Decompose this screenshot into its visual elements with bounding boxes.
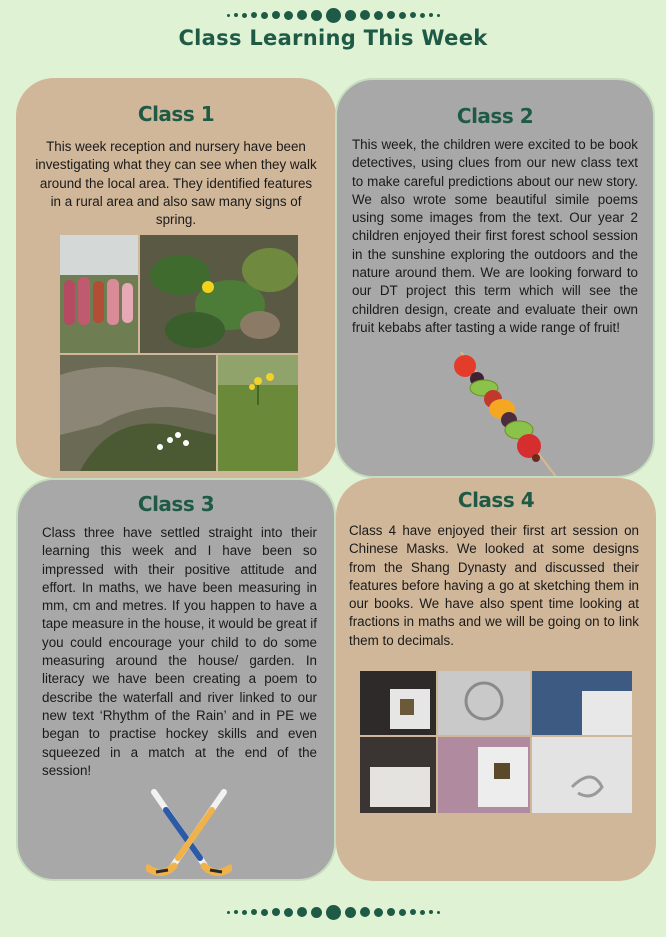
celandine-flowers-photo — [140, 235, 298, 353]
class-4-photo-collage — [360, 671, 632, 813]
page-title: Class Learning This Week — [178, 26, 488, 50]
class-2-panel — [335, 78, 655, 478]
class-1-title: Class 1 — [137, 102, 215, 126]
class-1-photo-collage — [60, 235, 298, 471]
mask-sketch-photo-6 — [532, 737, 632, 813]
class-1-text: This week reception and nursery have been investigating what they can see when they walk around the local area. They identified features in a rural area and also saw many signs of spring. — [35, 139, 317, 228]
snowdrops-tree-roots-photo — [60, 355, 216, 471]
class-4-title: Class 4 — [457, 488, 535, 512]
bottom-dot-divider — [0, 902, 666, 922]
children-outdoors-photo — [60, 235, 138, 353]
mask-sketch-photo-3 — [532, 671, 632, 735]
class-4-text: Class 4 have enjoyed their first art session on Chinese Masks. We looked at some designs from the Shang Dynasty and discussed their features before having a go at sketching them in our books. We have also spent time looking at fractions in maths and we will be going on to link them to decimals. — [349, 523, 639, 648]
class-3-panel — [16, 478, 336, 881]
hockey-sticks-image — [146, 786, 232, 880]
top-dot-divider — [0, 5, 666, 25]
mask-sketch-photo-4 — [360, 737, 436, 813]
class-2-text: This week, the children were excited to be book detectives, using clues from our new class text to make careful predictions about our new story. We also wrote some beautiful simile poems using some images from the text. Our year 2 children enjoyed their first forest school session in the sunshine exploring the outdoors and the nature around them. We are looking forward to our DT project this term which will see the children design, create and evaluate their own fruit kebabs after tasting a wide range of fruit! — [352, 137, 638, 335]
class-4-panel — [336, 478, 656, 881]
daffodils-photo — [218, 355, 298, 471]
fruit-kebab-image — [449, 352, 569, 478]
mask-sketch-photo-1 — [360, 671, 436, 735]
class-1-panel — [16, 78, 336, 478]
class-3-title: Class 3 — [137, 492, 215, 516]
mask-sketch-photo-5 — [438, 737, 530, 813]
class-3-text: Class three have settled straight into their learning this week and I have been so impressed with their positive attitude and effort. In maths, we have been measuring in mm, cm and metres. If you happen to have a tape measure in the house, it would be great if you could encourage your child to do some measuring around the house/ garden. In literacy we have been creating a poem to describe the waterfall and river linked to our new text ‘Rhythm of the Rain’ and in PE we began to practise hockey skills and even squeezed in a match at the end of the session! — [42, 525, 317, 778]
mask-sketch-photo-2 — [438, 671, 530, 735]
class-2-title: Class 2 — [456, 104, 534, 128]
